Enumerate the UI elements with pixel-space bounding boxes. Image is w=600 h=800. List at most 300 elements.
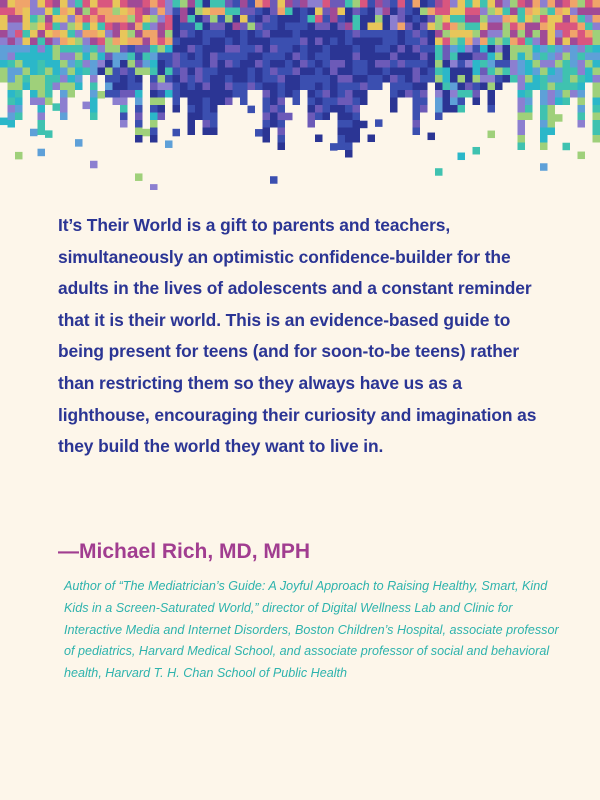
mosaic-pixel: [578, 105, 586, 113]
mosaic-pixel: [593, 15, 600, 23]
mosaic-pixel: [570, 45, 578, 53]
mosaic-pixel: [285, 60, 293, 68]
mosaic-pixel: [195, 0, 203, 8]
mosaic-pixel: [53, 23, 61, 31]
mosaic-pixel: [83, 45, 91, 53]
mosaic-pixel: [188, 38, 196, 46]
mosaic-pixel: [308, 90, 316, 98]
mosaic-pixel: [75, 0, 83, 8]
mosaic-pixel: [578, 75, 586, 83]
mosaic-pixel: [375, 119, 383, 127]
mosaic-pixel: [548, 120, 556, 128]
mosaic-pixel: [405, 60, 413, 68]
mosaic-pixel: [353, 83, 361, 91]
mosaic-pixel: [413, 75, 421, 83]
mosaic-pixel: [390, 0, 398, 8]
mosaic-pixel: [98, 60, 106, 68]
mosaic-pixel: [488, 83, 496, 91]
mosaic-pixel: [285, 75, 293, 83]
mosaic-pixel: [518, 8, 526, 16]
mosaic-pixel: [173, 45, 181, 53]
mosaic-pixel: [240, 60, 248, 68]
mosaic-pixel: [8, 75, 16, 83]
mosaic-pixel: [585, 8, 593, 16]
mosaic-pixel: [30, 45, 38, 53]
mosaic-pixel: [195, 30, 203, 38]
mosaic-pixel: [225, 0, 233, 8]
mosaic-pixel: [135, 128, 143, 136]
mosaic-pixel: [323, 68, 331, 76]
mosaic-pixel: [0, 118, 8, 126]
mosaic-pixel: [195, 68, 203, 76]
mosaic-pixel: [15, 8, 23, 16]
mosaic-pixel: [233, 83, 241, 91]
mosaic-pixel: [480, 53, 488, 61]
mosaic-pixel: [428, 15, 436, 23]
mosaic-pixel: [525, 98, 533, 106]
mosaic-pixel: [225, 83, 233, 91]
mosaic-pixel: [53, 60, 61, 68]
mosaic-pixel: [23, 75, 31, 83]
mosaic-pixel: [248, 60, 256, 68]
mosaic-pixel: [225, 23, 233, 31]
mosaic-pixel: [285, 45, 293, 53]
mosaic-pixel: [563, 98, 571, 106]
mosaic-pixel: [368, 38, 376, 46]
mosaic-pixel: [555, 30, 563, 38]
mosaic-pixel: [578, 90, 586, 98]
mosaic-pixel: [450, 90, 458, 98]
mosaic-pixel: [113, 90, 121, 98]
mosaic-pixel: [8, 68, 16, 76]
mosaic-pixel: [158, 98, 166, 106]
mosaic-pixel: [270, 0, 278, 8]
mosaic-pixel: [525, 23, 533, 31]
mosaic-pixel: [135, 30, 143, 38]
mosaic-pixel: [225, 15, 233, 23]
mosaic-pixel: [398, 8, 406, 16]
mosaic-pixel: [45, 15, 53, 23]
mosaic-pixel: [563, 38, 571, 46]
mosaic-pixel: [195, 105, 203, 113]
mosaic-pixel: [525, 68, 533, 76]
mosaic-pixel: [15, 23, 23, 31]
mosaic-pixel: [458, 75, 466, 83]
mosaic-pixel: [518, 90, 526, 98]
mosaic-pixel: [240, 98, 248, 106]
mosaic-pixel: [488, 8, 496, 16]
mosaic-pixel: [435, 113, 443, 121]
mosaic-pixel: [405, 90, 413, 98]
mosaic-pixel: [443, 45, 451, 53]
mosaic-pixel: [345, 38, 353, 46]
mosaic-pixel: [233, 30, 241, 38]
mosaic-pixel: [390, 53, 398, 61]
mosaic-pixel: [435, 60, 443, 68]
mosaic-pixel: [150, 90, 158, 98]
mosaic-pixel: [345, 113, 353, 121]
mosaic-pixel: [278, 45, 286, 53]
mosaic-pixel: [533, 15, 541, 23]
mosaic-pixel: [270, 113, 278, 121]
mosaic-pixel: [308, 38, 316, 46]
mosaic-pixel: [210, 8, 218, 16]
mosaic-pixel: [30, 38, 38, 46]
mosaic-pixel: [23, 53, 31, 61]
mosaic-pixel: [465, 30, 473, 38]
mosaic-pixel: [165, 30, 173, 38]
mosaic-pixel: [225, 30, 233, 38]
mosaic-pixel: [173, 98, 181, 106]
mosaic-pixel: [68, 0, 76, 8]
mosaic-pixel: [345, 68, 353, 76]
mosaic-pixel: [413, 68, 421, 76]
mosaic-pixel: [473, 68, 481, 76]
mosaic-pixel: [68, 60, 76, 68]
mosaic-pixel: [30, 68, 38, 76]
mosaic-pixel: [458, 15, 466, 23]
mosaic-pixel: [555, 83, 563, 91]
mosaic-pixel: [563, 23, 571, 31]
mosaic-pixel: [8, 98, 16, 106]
mosaic-pixel: [165, 68, 173, 76]
mosaic-pixel: [510, 53, 518, 61]
mosaic-pixel: [105, 23, 113, 31]
mosaic-pixel: [473, 147, 481, 155]
mosaic-pixel: [38, 90, 46, 98]
mosaic-pixel: [45, 30, 53, 38]
mosaic-pixel: [570, 60, 578, 68]
mosaic-pixel: [398, 15, 406, 23]
mosaic-pixel: [398, 38, 406, 46]
mosaic-pixel: [563, 68, 571, 76]
mosaic-pixel: [293, 83, 301, 91]
mosaic-pixel: [38, 23, 46, 31]
mosaic-pixel: [218, 75, 226, 83]
mosaic-pixel: [383, 15, 391, 23]
mosaic-pixel: [345, 120, 353, 128]
mosaic-pixel: [300, 23, 308, 31]
mosaic-pixel: [210, 105, 218, 113]
mosaic-pixel: [15, 68, 23, 76]
mosaic-pixel: [30, 30, 38, 38]
mosaic-pixel: [293, 8, 301, 16]
mosaic-pixel: [428, 68, 436, 76]
mosaic-pixel: [450, 45, 458, 53]
mosaic-pixel: [210, 128, 218, 136]
mosaic-pixel: [443, 23, 451, 31]
mosaic-pixel: [8, 83, 16, 91]
mosaic-pixel: [548, 45, 556, 53]
mosaic-pixel: [428, 0, 436, 8]
mosaic-pixel: [90, 113, 98, 121]
mosaic-pixel: [210, 60, 218, 68]
mosaic-pixel: [593, 90, 600, 98]
mosaic-pixel: [593, 53, 600, 61]
mosaic-pixel: [375, 30, 383, 38]
mosaic-pixel: [293, 45, 301, 53]
mosaic-pixel: [323, 75, 331, 83]
mosaic-pixel: [90, 90, 98, 98]
mosaic-pixel: [488, 98, 496, 106]
mosaic-pixel: [120, 120, 128, 128]
mosaic-pixel: [353, 23, 361, 31]
mosaic-pixel: [353, 8, 361, 16]
mosaic-pixel: [98, 53, 106, 61]
mosaic-pixel: [413, 23, 421, 31]
mosaic-pixel: [45, 60, 53, 68]
mosaic-pixel: [150, 38, 158, 46]
mosaic-pixel: [533, 68, 541, 76]
mosaic-pixel: [278, 30, 286, 38]
mosaic-pixel: [300, 75, 308, 83]
mosaic-pixel: [270, 15, 278, 23]
mosaic-pixel: [173, 75, 181, 83]
mosaic-pixel: [0, 38, 8, 46]
mosaic-pixel: [105, 53, 113, 61]
mosaic-pixel: [323, 45, 331, 53]
mosaic-pixel: [90, 15, 98, 23]
mosaic-pixel: [278, 68, 286, 76]
mosaic-pixel: [203, 98, 211, 106]
mosaic-pixel: [480, 38, 488, 46]
mosaic-pixel: [135, 38, 143, 46]
mosaic-pixel: [83, 38, 91, 46]
mosaic-pixel: [323, 113, 331, 121]
mosaic-pixel: [8, 120, 16, 128]
mosaic-pixel: [15, 15, 23, 23]
mosaic-pixel: [263, 45, 271, 53]
mosaic-pixel: [360, 30, 368, 38]
mosaic-pixel: [75, 8, 83, 16]
mosaic-pixel: [345, 150, 353, 158]
mosaic-pixel: [593, 120, 600, 128]
mosaic-pixel: [240, 68, 248, 76]
mosaic-pixel: [218, 23, 226, 31]
mosaic-pixel: [120, 53, 128, 61]
mosaic-pixel: [143, 53, 151, 61]
mosaic-pixel: [128, 8, 136, 16]
mosaic-pixel: [180, 23, 188, 31]
mosaic-pixel: [353, 75, 361, 83]
mosaic-pixel: [420, 30, 428, 38]
mosaic-pixel: [323, 60, 331, 68]
mosaic-pixel: [360, 60, 368, 68]
mosaic-pixel: [473, 83, 481, 91]
mosaic-pixel: [548, 8, 556, 16]
mosaic-pixel: [578, 45, 586, 53]
mosaic-pixel: [473, 23, 481, 31]
mosaic-pixel: [38, 68, 46, 76]
mosaic-pixel: [525, 15, 533, 23]
mosaic-pixel: [128, 68, 136, 76]
mosaic-pixel: [270, 75, 278, 83]
mosaic-pixel: [263, 128, 271, 136]
mosaic-pixel: [173, 8, 181, 16]
mosaic-pixel: [203, 30, 211, 38]
mosaic-pixel: [180, 75, 188, 83]
mosaic-pixel: [450, 0, 458, 8]
mosaic-pixel: [158, 83, 166, 91]
mosaic-pixel: [405, 45, 413, 53]
mosaic-pixel: [548, 15, 556, 23]
mosaic-pixel: [8, 30, 16, 38]
mosaic-pixel: [75, 68, 83, 76]
mosaic-pixel: [585, 53, 593, 61]
mosaic-pixel: [225, 90, 233, 98]
mosaic-pixel: [270, 30, 278, 38]
mosaic-pixel: [405, 83, 413, 91]
mosaic-pixel: [150, 113, 158, 121]
mosaic-pixel: [480, 60, 488, 68]
mosaic-pixel: [578, 152, 586, 160]
mosaic-pixel: [0, 68, 8, 76]
mosaic-pixel: [330, 8, 338, 16]
mosaic-pixel: [210, 75, 218, 83]
mosaic-pixel: [563, 15, 571, 23]
mosaic-pixel: [158, 23, 166, 31]
mosaic-pixel: [15, 105, 23, 113]
mosaic-pixel: [150, 98, 158, 106]
mosaic-pixel: [345, 105, 353, 113]
mosaic-pixel: [540, 30, 548, 38]
mosaic-pixel: [285, 83, 293, 91]
mosaic-pixel: [150, 135, 158, 143]
mosaic-pixel: [428, 53, 436, 61]
mosaic-pixel: [90, 53, 98, 61]
mosaic-pixel: [585, 60, 593, 68]
mosaic-pixel: [585, 38, 593, 46]
mosaic-pixel: [435, 15, 443, 23]
mosaic-pixel: [495, 0, 503, 8]
mosaic-pixel: [368, 135, 376, 143]
mosaic-pixel: [150, 8, 158, 16]
mosaic-pixel: [173, 15, 181, 23]
mosaic-pixel: [473, 15, 481, 23]
mosaic-pixel: [53, 103, 61, 111]
mosaic-pixel: [278, 135, 286, 143]
mosaic-pixel: [45, 8, 53, 16]
mosaic-pixel: [338, 60, 346, 68]
mosaic-pixel: [323, 53, 331, 61]
mosaic-pixel: [473, 90, 481, 98]
mosaic-pixel: [225, 98, 233, 106]
mosaic-pixel: [518, 120, 526, 128]
mosaic-pixel: [420, 53, 428, 61]
mosaic-pixel: [578, 98, 586, 106]
mosaic-pixel: [285, 23, 293, 31]
mosaic-pixel: [338, 75, 346, 83]
mosaic-pixel: [98, 68, 106, 76]
mosaic-pixel: [548, 83, 556, 91]
mosaic-pixel: [113, 30, 121, 38]
mosaic-pixel: [188, 120, 196, 128]
mosaic-pixel: [570, 68, 578, 76]
mosaic-pixel: [135, 68, 143, 76]
mosaic-pixel: [495, 75, 503, 83]
mosaic-pixel: [90, 38, 98, 46]
mosaic-pixel: [563, 45, 571, 53]
mosaic-pixel: [0, 0, 8, 8]
mosaic-pixel: [353, 15, 361, 23]
mosaic-pixel: [98, 30, 106, 38]
mosaic-pixel: [23, 68, 31, 76]
mosaic-pixel: [488, 30, 496, 38]
mosaic-pixel: [135, 98, 143, 106]
mosaic-pixel: [330, 53, 338, 61]
mosaic-pixel: [503, 38, 511, 46]
mosaic-pixel: [113, 8, 121, 16]
mosaic-pixel: [465, 15, 473, 23]
mosaic-pixel: [405, 75, 413, 83]
mosaic-pixel: [495, 23, 503, 31]
mosaic-pixel: [488, 60, 496, 68]
mosaic-pixel: [120, 75, 128, 83]
mosaic-pixel: [585, 0, 593, 8]
mosaic-pixel: [525, 75, 533, 83]
mosaic-pixel: [38, 98, 46, 106]
mosaic-pixel: [180, 53, 188, 61]
mosaic-pixel: [315, 30, 323, 38]
mosaic-pixel: [90, 23, 98, 31]
mosaic-pixel: [563, 30, 571, 38]
mosaic-pixel: [98, 38, 106, 46]
mosaic-pixel: [83, 102, 91, 110]
mosaic-pixel: [165, 75, 173, 83]
mosaic-pixel: [120, 15, 128, 23]
mosaic-pixel: [15, 98, 23, 106]
mosaic-pixel: [503, 75, 511, 83]
mosaic-pixel: [383, 0, 391, 8]
mosaic-pixel: [300, 83, 308, 91]
mosaic-pixel: [390, 45, 398, 53]
mosaic-pixel: [173, 60, 181, 68]
mosaic-pixel: [188, 113, 196, 121]
mosaic-pixel: [15, 113, 23, 121]
mosaic-pixel: [0, 53, 8, 61]
mosaic-pixel: [518, 38, 526, 46]
mosaic-pixel: [30, 53, 38, 61]
mosaic-pixel: [158, 45, 166, 53]
mosaic-pixel: [180, 60, 188, 68]
mosaic-pixel: [195, 45, 203, 53]
mosaic-pixel: [165, 23, 173, 31]
mosaic-pixel: [248, 53, 256, 61]
mosaic-pixel: [135, 75, 143, 83]
mosaic-pixel: [285, 15, 293, 23]
mosaic-pixel: [120, 45, 128, 53]
mosaic-pixel: [368, 68, 376, 76]
mosaic-pixel: [23, 23, 31, 31]
mosaic-pixel: [315, 105, 323, 113]
mosaic-pixel: [585, 68, 593, 76]
mosaic-pixel: [293, 30, 301, 38]
mosaic-pixel: [368, 83, 376, 91]
mosaic-pixel: [135, 120, 143, 128]
mosaic-pixel: [593, 45, 600, 53]
mosaic-pixel: [135, 23, 143, 31]
mosaic-pixel: [518, 30, 526, 38]
mosaic-pixel: [420, 23, 428, 31]
mosaic-pixel: [353, 135, 361, 143]
mosaic-pixel: [525, 53, 533, 61]
mosaic-pixel: [563, 90, 571, 98]
endorser-name: —Michael Rich, MD, MPH: [58, 540, 311, 563]
mosaic-pixel: [488, 23, 496, 31]
mosaic-pixel: [593, 105, 600, 113]
mosaic-pixel: [353, 113, 361, 121]
mosaic-pixel: [203, 83, 211, 91]
